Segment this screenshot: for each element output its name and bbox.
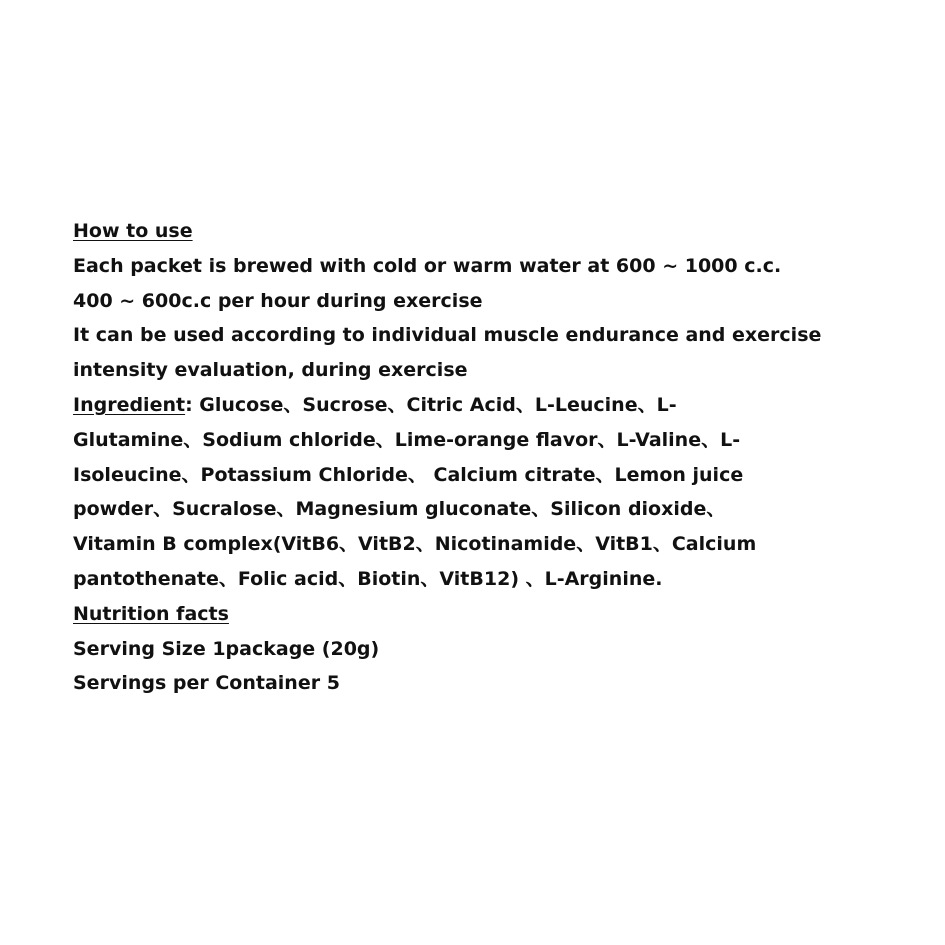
usage-line-4: intensity evaluation, during exercise bbox=[73, 359, 468, 382]
ingredient-line-6: pantothenate、Folic acid、Biotin、VitB12) 、L-Arginine. bbox=[73, 567, 663, 590]
ingredient-line-3: Isoleucine、Potassium Chloride、 Calcium citrate、Lemon juice bbox=[73, 463, 744, 486]
ingredient-line-5: Vitamin B complex(VitB6、VitB2、Nicotinamide、VitB1、Calcium bbox=[73, 533, 757, 556]
ingredient-line-4: powder、Sucralose、Magnesium gluconate、Silicon dioxide、 bbox=[73, 498, 726, 521]
ingredient-line-2: Glutamine、Sodium chloride、Lime-orange flavor、L-Valine、L- bbox=[73, 428, 741, 451]
usage-line-1: Each packet is brewed with cold or warm water at 600 ~ 1000 c.c. bbox=[73, 254, 782, 277]
product-instructions bbox=[73, 214, 822, 701]
how-to-use-heading: How to use bbox=[73, 220, 193, 242]
ingredient-label: Ingredient bbox=[73, 393, 186, 416]
ingredient-list-start: : Glucose、Sucrose、Citric Acid、L-Leucine、L- bbox=[185, 393, 677, 416]
ingredient-first-line bbox=[73, 388, 793, 423]
usage-line-2: 400 ~ 600c.c per hour during exercise bbox=[73, 289, 483, 312]
serving-size: Serving Size 1package (20g) bbox=[73, 637, 380, 660]
usage-line-3: It can be used according to individual muscle endurance and exercise bbox=[73, 324, 822, 347]
servings-per-container: Servings per Container 5 bbox=[73, 672, 340, 695]
nutrition-facts-heading: Nutrition facts bbox=[73, 602, 229, 625]
